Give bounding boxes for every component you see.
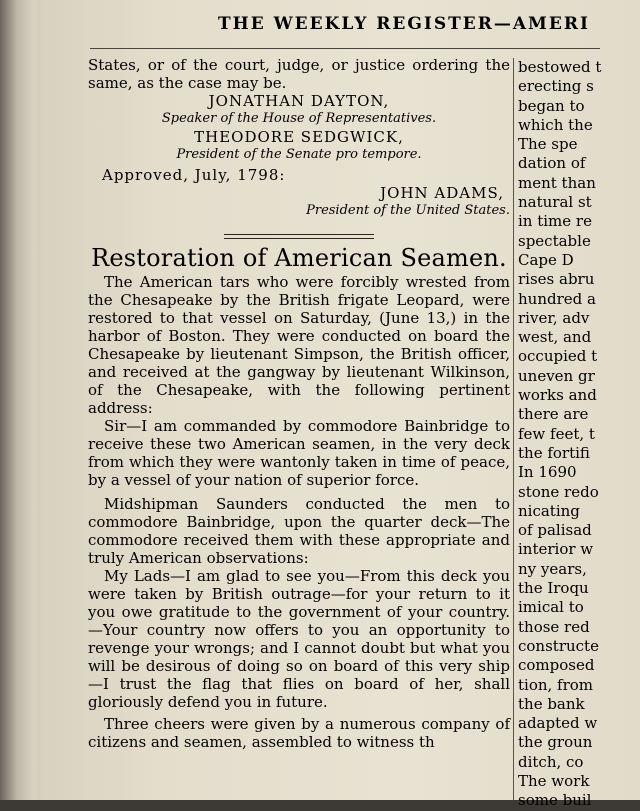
running-head: THE WEEKLY REGISTER—AMERI [218,14,590,34]
article-paragraph: My Lads—I am glad to see you—From this deck you were taken by British outrage—for your return to it you owe gratitude to the government of your country.—Your country now offers to you an opportunity to revenge your wrongs; and I cannot doubt but what you will be desirous of doing so on board of this very ship—I trust the flag that flies on board of her, shall gloriously defend you in future. [88,567,510,711]
right-column-line: constructe [518,636,599,655]
right-column-line: erecting s [518,77,594,96]
right-column-line: the bank [518,694,585,713]
right-column-line: bestowed t [518,58,602,76]
right-column-line: ny years, [518,559,587,578]
right-column-line: some buil [518,791,592,810]
right-column-line: stone redo [518,482,599,501]
right-column-line: Cape D [518,250,574,269]
right-column-line: composed [518,656,595,675]
right-column-line: uneven gr [518,366,595,385]
right-column-line: occupied t [518,347,598,366]
right-column-line: interior w [518,540,594,559]
right-column-line: west, and [518,328,592,347]
right-column-line: ditch, co [518,752,584,771]
right-column-line: The work [518,771,590,790]
right-column-line: adapted w [518,714,598,733]
approved-date: Approved, July, 1798: [102,166,286,184]
right-column-line: tion, from [518,675,594,694]
approval-line [88,166,510,184]
right-column-line: the groun [518,733,593,752]
right-column-line: river, adv [518,308,590,327]
right-column-line: hundred a [518,289,596,308]
article-paragraph: The American tars who were forcibly wrested from the Chesapeake by the British frigate Leopard, were restored to that vessel on Saturday, (June 13,) in the harbor of Boston. They were conducted on board the Chesapeake by lieutenant Simpson, the British officer, and received at the gangway by lieutenant Wilkinson, of the Chesapeake, with the following pertinent address: [88,273,510,417]
article-paragraph: Three cheers were given by a numerous company of citizens and seamen, assembled to witness th [88,715,510,751]
section-divider [224,234,374,239]
right-column-line: the Iroqu [518,579,589,598]
right-column-line: The spe [518,135,578,154]
right-column-line: rises abru [518,270,595,289]
article-paragraph: Sir—I am commanded by commodore Bainbridge to receive these two American seamen, in the very deck from which they were wantonly taken in time of peace, by a vessel of your nation of superior force. [88,417,510,489]
right-column-line: natural st [518,193,592,212]
article-paragraph: Midshipman Saunders conducted the men to commodore Bainbridge, upon the quarter deck—The commodore received them with these appropriate and truly American observations: [88,495,510,567]
main-column [88,56,510,751]
header-rule [90,48,600,49]
right-column-line: ment than [518,173,596,192]
speaker-name: JONATHAN DAYTON, [208,92,390,110]
act-closing-text: States, or of the court, judge, or justice ordering the same, as the case may be. [88,56,510,92]
right-column-line: began to [518,96,585,115]
right-column-line: imical to [518,598,584,617]
article-headline: Restoration of American Seamen. [91,244,507,272]
right-column-line: which the [518,115,593,134]
president-pro-tem-name: THEODORE SEDGWICK, [194,128,404,146]
right-column-line: works and [518,386,597,405]
right-column-line: of palisad [518,521,592,540]
right-column [518,58,640,811]
right-column-line: dation of [518,154,586,173]
column-rule [513,58,514,800]
signer-title: President of the United States. [306,203,510,218]
right-column-line: few feet, t [518,424,595,443]
right-column-line: there are [518,405,589,424]
right-column-line: nicating [518,501,580,520]
right-column-line: those red [518,617,590,636]
president-pro-tem-title: President of the Senate pro tempore. [176,147,422,162]
signer-name: JOHN ADAMS, [380,184,504,202]
right-column-line: in time re [518,212,592,231]
speaker-title: Speaker of the House of Representatives. [161,111,437,126]
right-column-line: In 1690 [518,463,577,482]
right-column-line: the fortifi [518,443,590,462]
right-column-line: spectable [518,231,591,250]
